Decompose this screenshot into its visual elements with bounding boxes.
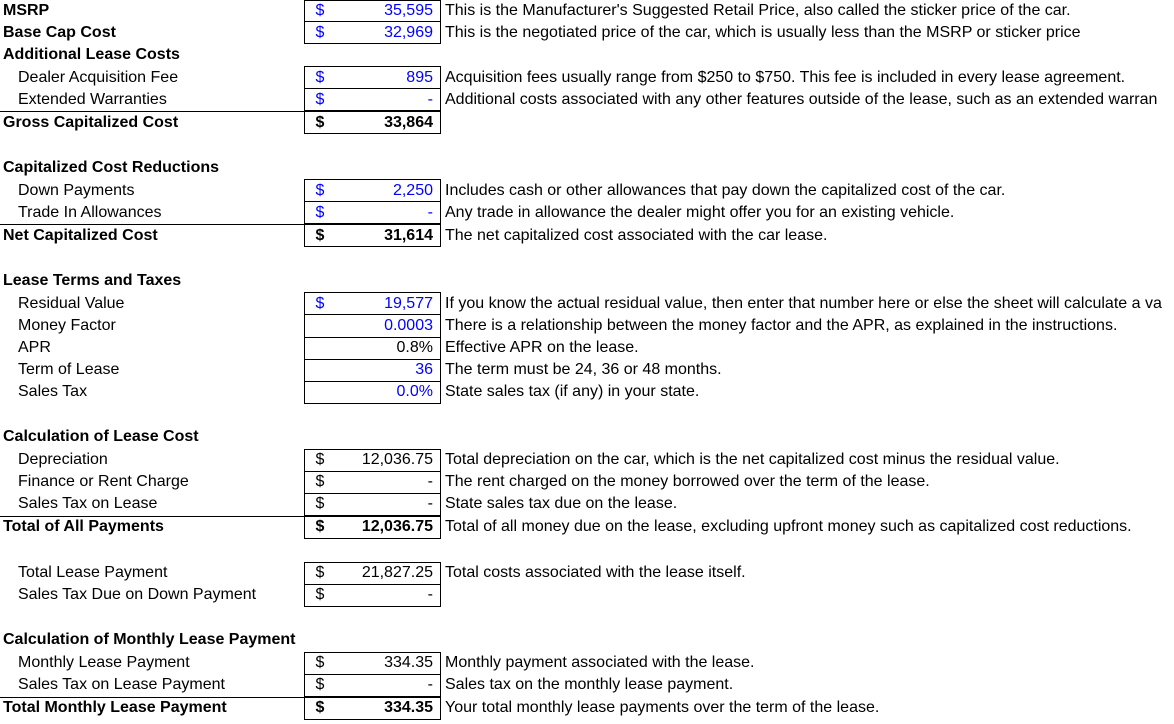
label-total-lease-payment: Total Lease Payment xyxy=(18,564,168,581)
section-heading: Additional Lease Costs xyxy=(3,46,180,63)
desc-total-of-all-payments: Total of all money due on the lease, excluding upfront money such as capitalized cost reductions. xyxy=(445,518,1132,535)
dollar-sign: $ xyxy=(315,451,325,468)
label-residual-value: Residual Value xyxy=(18,295,125,312)
dollar-sign: $ xyxy=(315,182,325,199)
dollar-sign: $ xyxy=(315,676,325,693)
row-dealer-acquisition-fee xyxy=(0,67,1174,89)
row-sales-tax xyxy=(0,381,1174,403)
label-finance-charge: Finance or Rent Charge xyxy=(18,473,189,490)
dollar-sign: $ xyxy=(315,564,325,581)
row-extended-warranties xyxy=(0,89,1174,111)
gross-capitalized-cost-value: 33,864 xyxy=(384,114,433,131)
dollar-sign: $ xyxy=(315,204,325,221)
label-term-of-lease: Term of Lease xyxy=(18,361,120,378)
dollar-sign: $ xyxy=(315,69,325,86)
dollar-sign: $ xyxy=(315,699,325,716)
desc-dealer-acquisition-fee: Acquisition fees usually range from $250 to $750. This fee is included in every lease agreement. xyxy=(445,69,1126,86)
sales-tax-input[interactable]: 0.0% xyxy=(396,383,433,400)
label-money-factor: Money Factor xyxy=(18,317,116,334)
desc-down-payments: Includes cash or other allowances that pay down the capitalized cost of the car. xyxy=(445,182,1006,199)
net-capitalized-cost-value: 31,614 xyxy=(384,227,433,244)
label-apr: APR xyxy=(18,339,51,356)
label-sales-tax: Sales Tax xyxy=(18,383,88,400)
row-base-cap-cost xyxy=(0,22,1174,44)
desc-residual-value: If you know the actual residual value, then enter that number here or else the sheet will calculate a va xyxy=(445,295,1162,312)
dollar-sign: $ xyxy=(315,114,325,131)
desc-total-lease-payment: Total costs associated with the lease itself. xyxy=(445,564,746,581)
row-sales-tax-due-on-down-payment xyxy=(0,584,1174,606)
desc-depreciation: Total depreciation on the car, which is the net capitalized cost minus the residual value. xyxy=(445,451,1060,468)
section-heading: Calculation of Monthly Lease Payment xyxy=(3,631,296,648)
apr-value: 0.8% xyxy=(396,339,433,356)
dollar-sign: $ xyxy=(315,24,325,41)
desc-apr: Effective APR on the lease. xyxy=(445,339,639,356)
label-base-cap-cost: Base Cap Cost xyxy=(3,24,116,41)
dollar-sign: $ xyxy=(315,295,325,312)
row-net-capitalized-cost xyxy=(0,225,1174,247)
row-finance-charge xyxy=(0,471,1174,493)
desc-extended-warranties: Additional costs associated with any other features outside of the lease, such as an extended warran xyxy=(445,91,1158,108)
desc-trade-in-allowances: Any trade in allowance the dealer might offer you for an existing vehicle. xyxy=(445,204,955,221)
row-money-factor xyxy=(0,315,1174,337)
dollar-sign: $ xyxy=(315,91,325,108)
row-apr xyxy=(0,337,1174,359)
label-sales-tax-on-lease-payment: Sales Tax on Lease Payment xyxy=(18,676,225,693)
row-msrp xyxy=(0,0,1174,22)
label-down-payments: Down Payments xyxy=(18,182,135,199)
sales-tax-on-lease-value: - xyxy=(427,495,433,512)
section-capitalized-cost-reductions xyxy=(0,157,1174,179)
desc-money-factor: There is a relationship between the money factor and the APR, as explained in the instructions. xyxy=(445,317,1118,334)
term-of-lease-input[interactable]: 36 xyxy=(415,361,433,378)
row-residual-value xyxy=(0,293,1174,315)
desc-net-capitalized-cost: The net capitalized cost associated with the car lease. xyxy=(445,227,828,244)
row-total-of-all-payments xyxy=(0,516,1174,538)
desc-monthly-lease-payment: Monthly payment associated with the lease. xyxy=(445,654,755,671)
section-heading: Lease Terms and Taxes xyxy=(3,272,182,289)
extended-warranties-input[interactable]: - xyxy=(427,91,433,108)
label-depreciation: Depreciation xyxy=(18,451,108,468)
row-total-monthly-lease-payment xyxy=(0,697,1174,719)
dollar-sign: $ xyxy=(315,227,325,244)
row-depreciation xyxy=(0,449,1174,471)
label-dealer-acquisition-fee: Dealer Acquisition Fee xyxy=(18,69,179,86)
dealer-acquisition-fee-input[interactable]: 895 xyxy=(406,69,433,86)
dollar-sign: $ xyxy=(315,654,325,671)
desc-finance-charge: The rent charged on the money borrowed over the term of the lease. xyxy=(445,473,930,490)
row-term-of-lease xyxy=(0,359,1174,381)
depreciation-value: 12,036.75 xyxy=(361,451,433,468)
dollar-sign: $ xyxy=(315,495,325,512)
section-heading: Calculation of Lease Cost xyxy=(3,428,199,445)
row-sales-tax-on-lease-payment xyxy=(0,674,1174,696)
row-down-payments xyxy=(0,180,1174,202)
label-sales-tax-due-on-down-payment: Sales Tax Due on Down Payment xyxy=(18,586,257,603)
label-gross-capitalized-cost: Gross Capitalized Cost xyxy=(3,114,179,131)
money-factor-input[interactable]: 0.0003 xyxy=(384,317,433,334)
base-cap-cost-input[interactable]: 32,969 xyxy=(384,24,433,41)
dollar-sign: $ xyxy=(315,2,325,19)
total-of-all-payments-value: 12,036.75 xyxy=(361,518,433,535)
monthly-lease-payment-value: 334.35 xyxy=(384,654,433,671)
desc-msrp: This is the Manufacturer's Suggested Retail Price, also called the sticker price of the car. xyxy=(445,2,1071,19)
label-sales-tax-on-lease: Sales Tax on Lease xyxy=(18,495,158,512)
down-payments-input[interactable]: 2,250 xyxy=(392,182,433,199)
desc-sales-tax: State sales tax (if any) in your state. xyxy=(445,383,700,400)
desc-total-monthly-lease-payment: Your total monthly lease payments over the term of the lease. xyxy=(445,699,880,716)
section-lease-terms-and-taxes xyxy=(0,270,1174,292)
section-calculation-of-lease-cost xyxy=(0,426,1174,448)
finance-charge-value: - xyxy=(427,473,433,490)
sales-tax-due-on-down-payment-value: - xyxy=(427,586,433,603)
desc-term-of-lease: The term must be 24, 36 or 48 months. xyxy=(445,361,722,378)
label-extended-warranties: Extended Warranties xyxy=(18,91,167,108)
label-msrp: MSRP xyxy=(3,2,50,19)
row-sales-tax-on-lease xyxy=(0,493,1174,515)
label-net-capitalized-cost: Net Capitalized Cost xyxy=(3,227,158,244)
total-monthly-lease-payment-value: 334.35 xyxy=(384,699,433,716)
row-monthly-lease-payment xyxy=(0,652,1174,674)
row-gross-capitalized-cost xyxy=(0,112,1174,134)
dollar-sign: $ xyxy=(315,586,325,603)
trade-in-allowances-input[interactable]: - xyxy=(427,204,433,221)
row-total-lease-payment xyxy=(0,562,1174,584)
section-calculation-of-monthly-lease-payment xyxy=(0,629,1174,651)
label-total-monthly-lease-payment: Total Monthly Lease Payment xyxy=(3,699,227,716)
desc-sales-tax-on-lease: State sales tax due on the lease. xyxy=(445,495,678,512)
desc-base-cap-cost: This is the negotiated price of the car, which is usually less than the MSRP or sticker price xyxy=(445,24,1081,41)
section-additional-lease-costs xyxy=(0,44,1174,66)
desc-sales-tax-on-lease-payment: Sales tax on the monthly lease payment. xyxy=(445,676,734,693)
sales-tax-on-lease-payment-value: - xyxy=(427,676,433,693)
label-total-of-all-payments: Total of All Payments xyxy=(3,518,164,535)
section-heading: Capitalized Cost Reductions xyxy=(3,159,220,176)
total-lease-payment-value: 21,827.25 xyxy=(361,564,433,581)
residual-value-input[interactable]: 19,577 xyxy=(384,295,433,312)
row-trade-in-allowances xyxy=(0,202,1174,224)
label-trade-in-allowances: Trade In Allowances xyxy=(18,204,162,221)
msrp-input[interactable]: 35,595 xyxy=(384,2,433,19)
label-monthly-lease-payment: Monthly Lease Payment xyxy=(18,654,190,671)
dollar-sign: $ xyxy=(315,518,325,535)
dollar-sign: $ xyxy=(315,473,325,490)
